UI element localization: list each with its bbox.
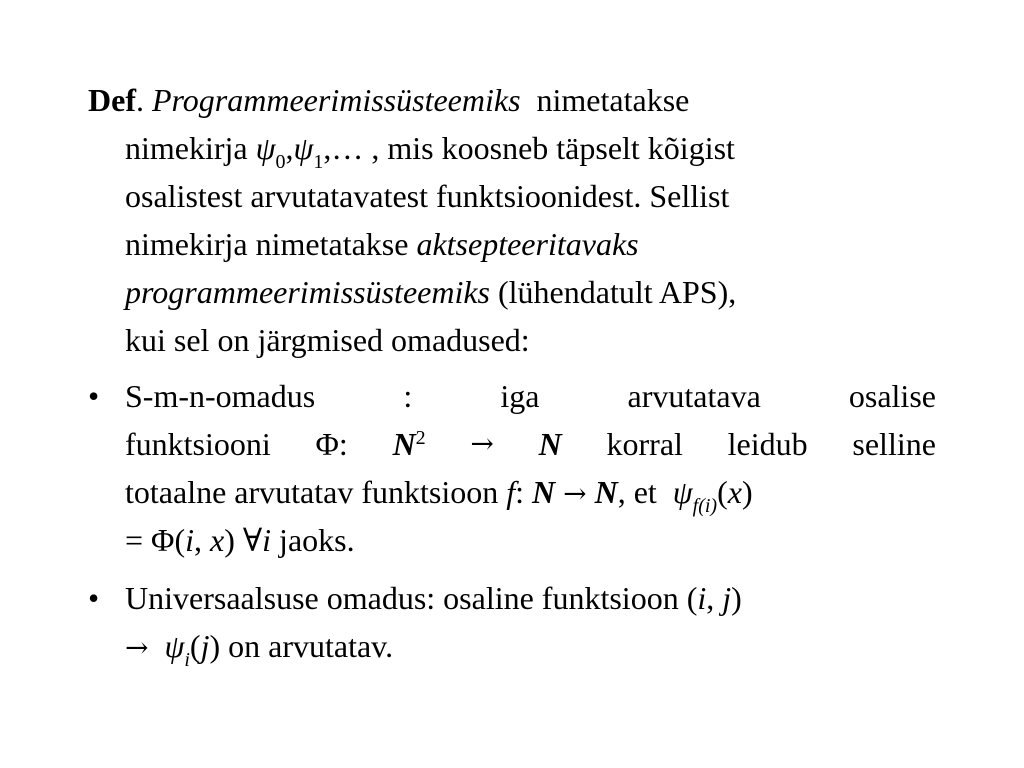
definition-line-2: nimekirja $\psi_0,\psi_1,\dots$ , mis koosneb täpselt kõigist bbox=[125, 130, 735, 173]
definition-line-4: nimekirja nimetatakse aktsepteeritavaks bbox=[125, 226, 639, 262]
term-programmeerimissusteem: Programmeerimissüsteemiks bbox=[151, 82, 521, 118]
arrow-symbol: → bbox=[563, 477, 587, 510]
psi-symbol: ψ bbox=[672, 474, 693, 510]
naturals-symbol: N bbox=[594, 474, 618, 510]
term-aktsepteeritav: aktsepteeritavaks bbox=[416, 226, 639, 262]
phi-symbol: Φ: bbox=[315, 426, 348, 462]
psi-symbol: ψ bbox=[255, 130, 276, 166]
arrow-symbol: → bbox=[125, 631, 149, 664]
bullet2-line-1: Universaalsuse omadus: osaline funktsioon (i, j) bbox=[125, 580, 742, 616]
definition-paragraph bbox=[88, 76, 936, 364]
bullet2-line-2: → $\psi_i(j)$ on arvutatav. bbox=[125, 628, 394, 671]
bullet1-line-2: funktsiooni Φ: $N^2$ → N korral leidub selline bbox=[88, 420, 936, 468]
def-label: Def bbox=[88, 82, 136, 118]
bullet-marker: • bbox=[88, 580, 100, 616]
psi-symbol: ψ bbox=[164, 628, 185, 664]
naturals-symbol: N bbox=[392, 426, 416, 462]
bullet-smn-property bbox=[88, 372, 936, 564]
naturals-symbol: N bbox=[538, 426, 562, 462]
definition-line-1: Def. Programmeerimissüsteemiks nimetatakse bbox=[88, 82, 690, 118]
bullet1-line-1: S-m-n-omadus : iga arvutatava osalise bbox=[125, 378, 936, 414]
bullet1-line-4: = Φ(i, x) ∀i jaoks. bbox=[125, 522, 355, 558]
term-programmeerimissusteem-2: programmeerimissüsteemiks bbox=[125, 274, 490, 310]
definition-line-3: osalistest arvutatavatest funktsioonidest. Sellist bbox=[125, 178, 730, 214]
psi-symbol: ψ bbox=[293, 130, 314, 166]
bullet1-line-3: totaalne arvutatav funktsioon f: N → N, et $\psi_{f(i)}(x)$ bbox=[125, 474, 753, 517]
definition-line-6: kui sel on järgmised omadused: bbox=[125, 322, 530, 358]
naturals-symbol: N bbox=[532, 474, 556, 510]
arrow-symbol: → bbox=[470, 427, 494, 460]
bullet-universality-property bbox=[88, 574, 936, 670]
definition-line-5: programmeerimissüsteemiks (lühendatult APS), bbox=[125, 274, 737, 310]
bullet-marker: • bbox=[88, 378, 100, 414]
